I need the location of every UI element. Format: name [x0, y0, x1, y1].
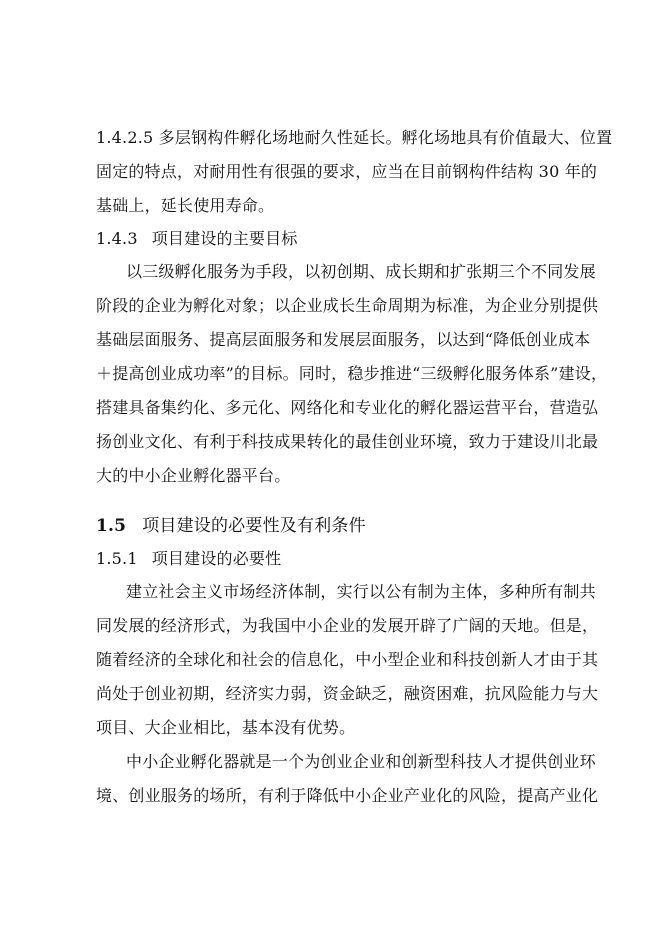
- paragraph-2-line-4: ＋提高创业成功率”的目标。同时，稳步推进“三级孵化服务体系”建设，: [96, 364, 608, 383]
- paragraph-4-line-2: 境、创业服务的场所，有利于降低中小企业产业化的风险，提高产业化: [96, 786, 599, 805]
- paragraph-1-line-1: 1.4.2.5 多层钢构件孵化场地耐久性延长。孵化场地具有价值最大、位置: [96, 128, 613, 147]
- paragraph-2-line-3: 基础层面服务、提高层面服务和发展层面服务，以达到“降低创业成本: [96, 330, 591, 349]
- paragraph-3-line-2: 同发展的经济形式，为我国中小企业的发展开辟了广阔的天地。但是，: [96, 616, 599, 635]
- heading-number: 1.4.3: [96, 229, 138, 248]
- heading-number: 1.5: [96, 516, 127, 536]
- paragraph-3-line-1: 建立社会主义市场经济体制，实行以公有制为主体，多种所有制共: [126, 582, 596, 601]
- paragraph-3-line-4: 尚处于创业初期，经济实力弱，资金缺乏，融资困难，抗风险能力与大: [96, 684, 599, 703]
- heading-title: 项目建设的主要目标: [151, 229, 298, 248]
- heading-title: 项目建设的必要性: [151, 549, 282, 568]
- paragraph-2-line-1: 以三级孵化服务为手段，以初创期、成长期和扩张期三个不同发展: [126, 262, 596, 281]
- heading-1-4-3: [96, 229, 576, 249]
- paragraph-2-line-2: 阶段的企业为孵化对象；以企业成长生命周期为标准，为企业分别提供: [96, 296, 599, 315]
- paragraph-1-line-2: 固定的特点，对耐用性有很强的要求，应当在目前钢构件结构 30 年的: [96, 162, 598, 181]
- heading-1-5: [96, 516, 576, 536]
- paragraph-2-line-7: 大的中小企业孵化器平台。: [96, 466, 291, 485]
- heading-title: 项目建设的必要性及有利条件: [142, 516, 366, 536]
- heading-1-5-1: [96, 549, 576, 569]
- paragraph-3-line-3: 随着经济的全球化和社会的信息化，中小型企业和科技创新人才由于其: [96, 650, 599, 669]
- paragraph-1-line-3: 基础上，延长使用寿命。: [96, 196, 275, 215]
- paragraph-4-line-1: 中小企业孵化器就是一个为创业企业和创新型科技人才提供创业环: [126, 752, 596, 771]
- heading-number: 1.5.1: [96, 549, 138, 568]
- paragraph-2-line-5: 搭建具备集约化、多元化、网络化和专业化的孵化器运营平台，营造弘: [96, 398, 599, 417]
- paragraph-2-line-6: 扬创业文化、有利于科技成果转化的最佳创业环境，致力于建设川北最: [96, 432, 599, 451]
- paragraph-3-line-5: 项目、大企业相比，基本没有优势。: [96, 718, 356, 737]
